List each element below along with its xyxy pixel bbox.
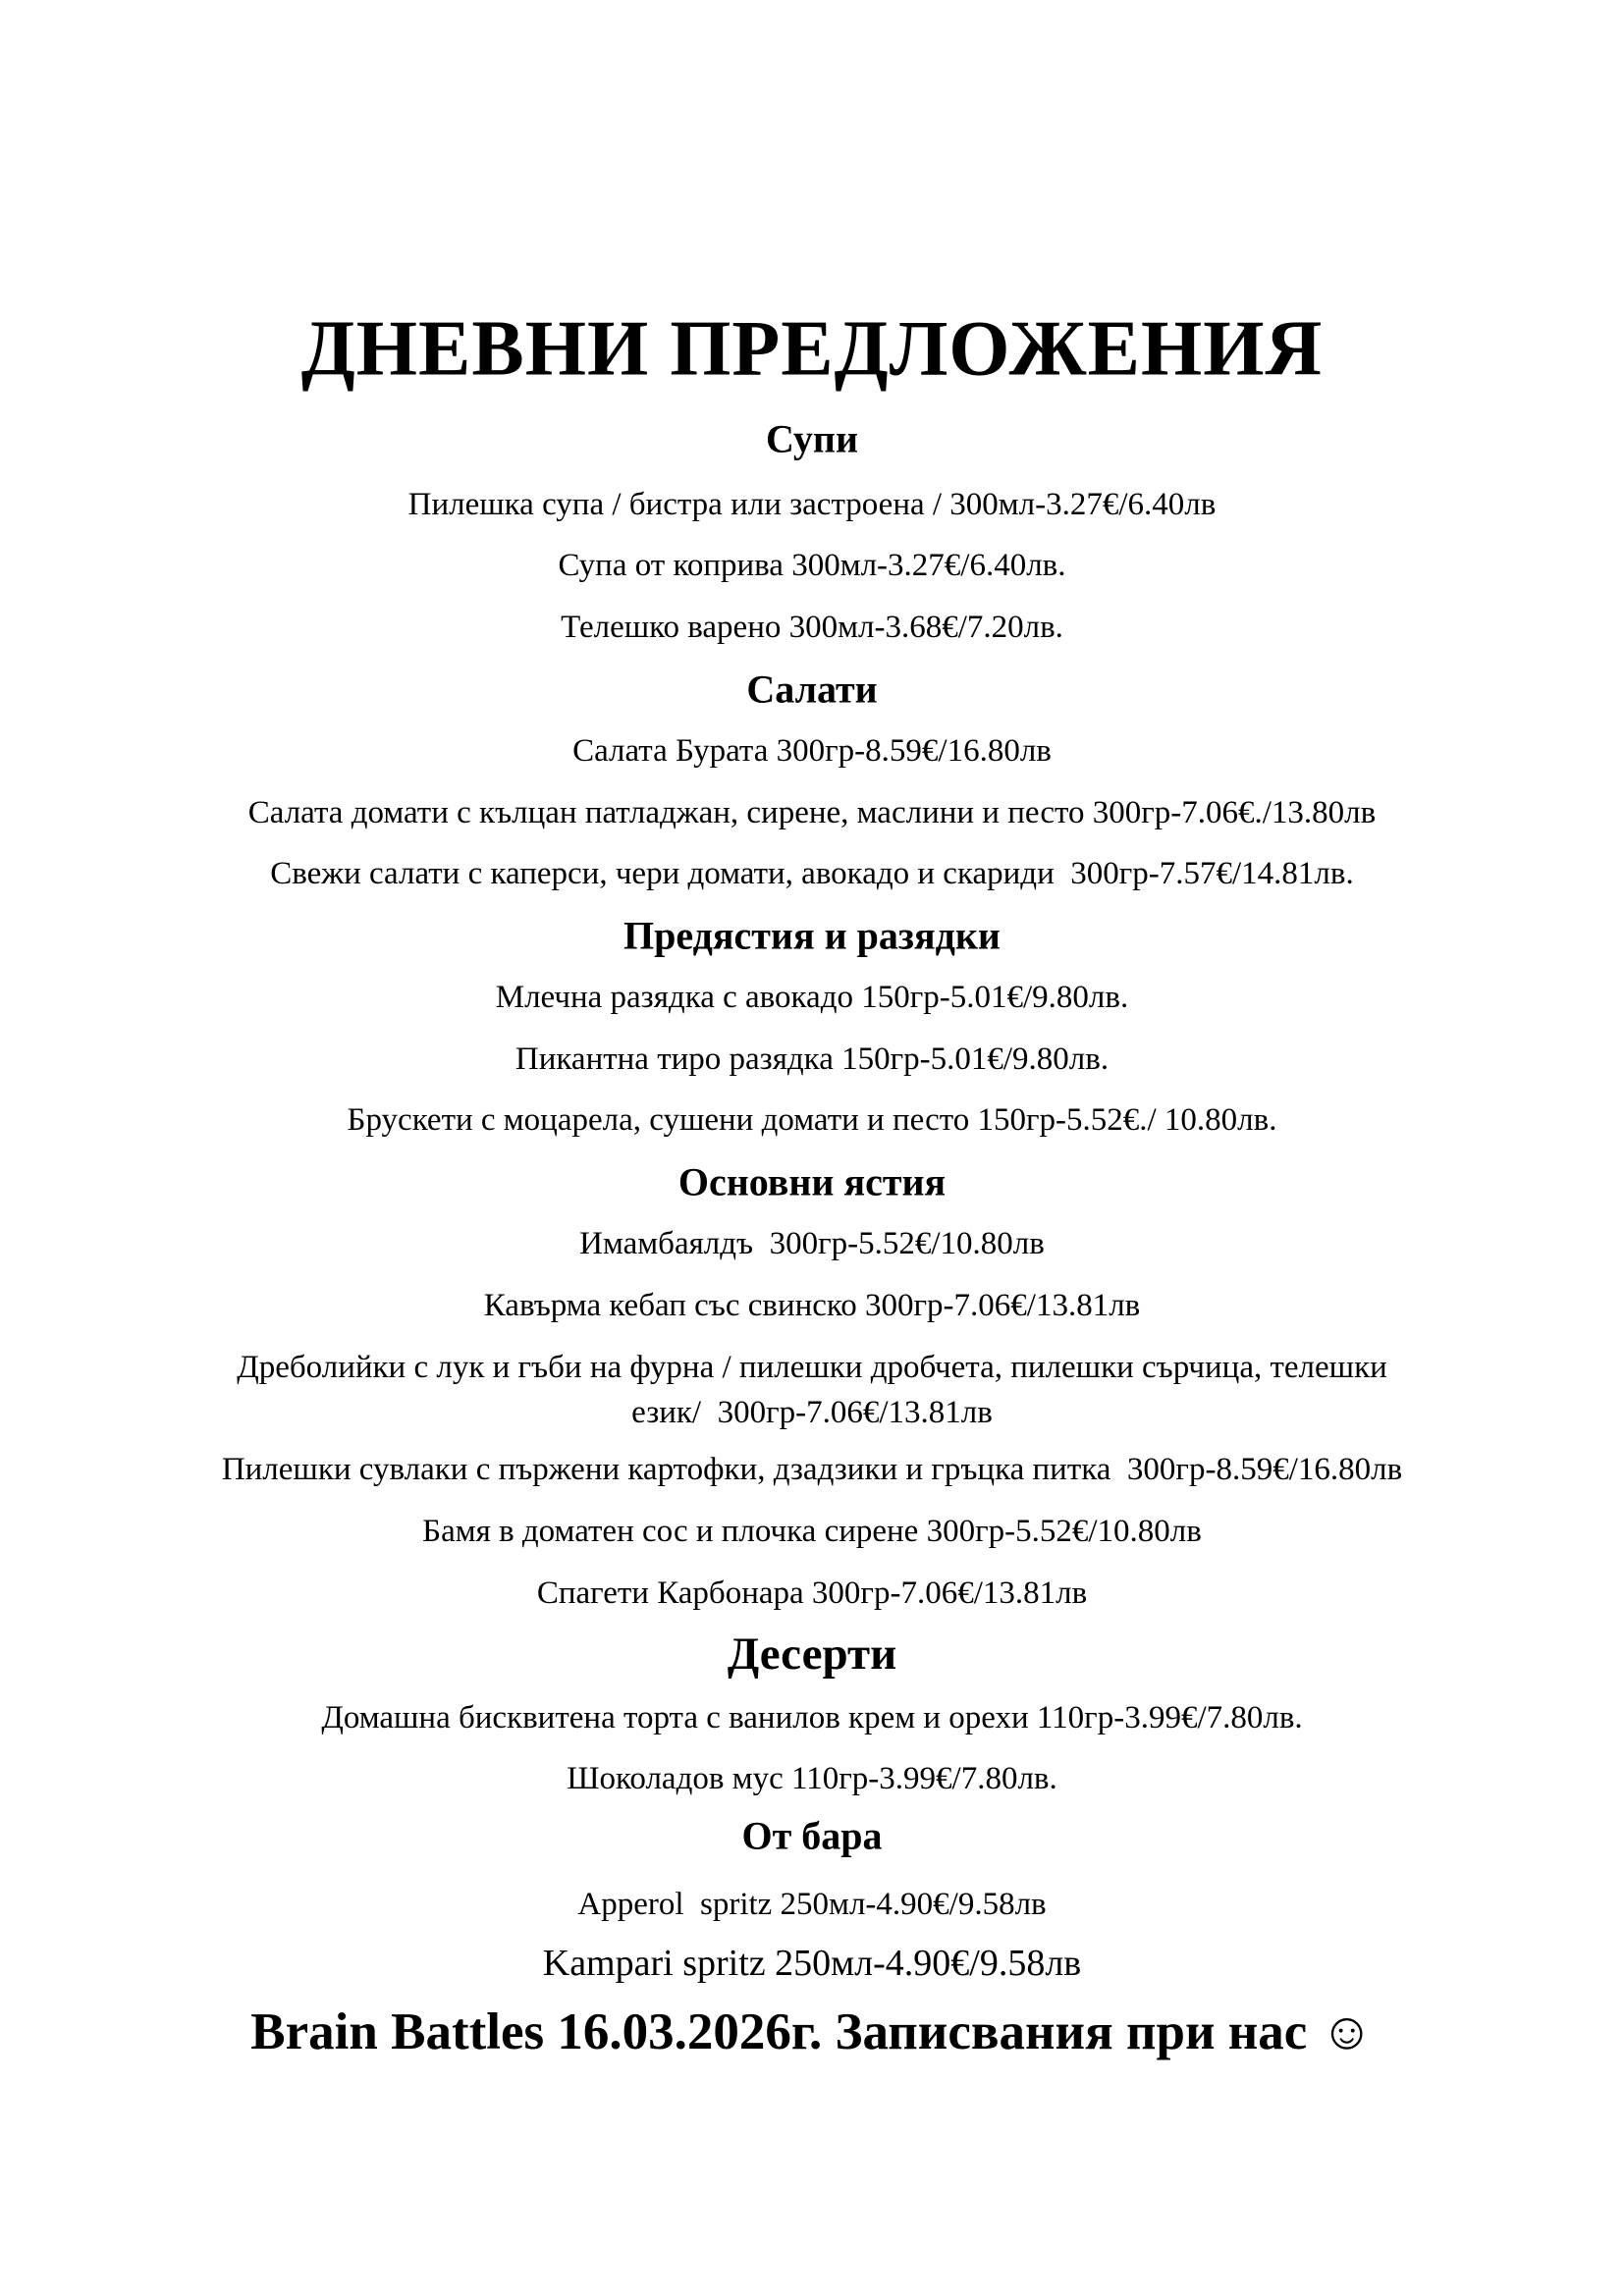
menu-item: Пилешки сувлаки с пържени картофки, дзадзики и гръцка питка 300гр-8.59€/16.80лв xyxy=(221,1452,1403,1487)
menu-item: Пилешка супа / бистра или застроена / 300мл-3.27€/6.40лв xyxy=(407,487,1217,522)
menu-item: Супа от коприва 300мл-3.27€/6.40лв. xyxy=(558,548,1066,583)
menu-item: Спагети Карбонара 300гр-7.06€/13.81лв xyxy=(536,1575,1088,1611)
menu-item: Apperol spritz 250мл-4.90€/9.58лв xyxy=(577,1887,1047,1922)
footer-announcement: Brain Battles 16.03.2026г. Записвания при нас ☺ xyxy=(250,2003,1374,2060)
section-header-starters: Предястия и разядки xyxy=(623,913,1001,958)
menu-item: Дреболийки с лук и гъби на фурна / пилешки дробчета, пилешки сърчица, телешки език/ 300гр-7.06€/13.81лв xyxy=(237,1350,1396,1430)
menu-item: Кавърма кебап със свинско 300гр-7.06€/13.81лв xyxy=(483,1288,1141,1323)
page-title: ДНЕВНИ ПРЕДЛОЖЕНИЯ xyxy=(300,305,1324,393)
menu-item: Домашна бисквитена торта с ванилов крем и орехи 110гр-3.99€/7.80лв. xyxy=(321,1700,1303,1735)
menu-item: Бамя в доматен сос и плочка сирене 300гр-5.52€/10.80лв xyxy=(422,1514,1202,1549)
section-header-salads: Салати xyxy=(746,667,878,712)
section-header-desserts: Десерти xyxy=(727,1629,897,1680)
menu-item: Свежи салати с каперси, чери домати, авокадо и скариди 300гр-7.57€/14.81лв. xyxy=(270,856,1354,891)
menu-item: Kampari spritz 250мл-4.90€/9.58лв xyxy=(542,1943,1082,1984)
menu-item: Имамбаялдъ 300гр-5.52€/10.80лв xyxy=(579,1226,1045,1261)
menu-item: Млечна разядка с авокадо 150гр-5.01€/9.80лв. xyxy=(495,980,1129,1015)
menu-item: Салата Бурата 300гр-8.59€/16.80лв xyxy=(572,733,1052,769)
menu-item: Шоколадов мус 110гр-3.99€/7.80лв. xyxy=(567,1761,1057,1796)
menu-item: Брускети с моцарела, сушени домати и песто 150гр-5.52€./ 10.80лв. xyxy=(347,1102,1277,1138)
menu-item: Салата домати с кълцан патладжан, сирене, маслини и песто 300гр-7.06€./13.80лв xyxy=(247,795,1377,830)
menu-item: Пикантна тиро разядка 150гр-5.01€/9.80лв. xyxy=(514,1041,1110,1077)
section-header-bar: От бара xyxy=(741,1813,883,1858)
section-header-soups: Супи xyxy=(766,416,858,461)
menu-item: Телешко варено 300мл-3.68€/7.20лв. xyxy=(561,610,1063,645)
section-header-mains: Основни ястия xyxy=(677,1159,947,1204)
